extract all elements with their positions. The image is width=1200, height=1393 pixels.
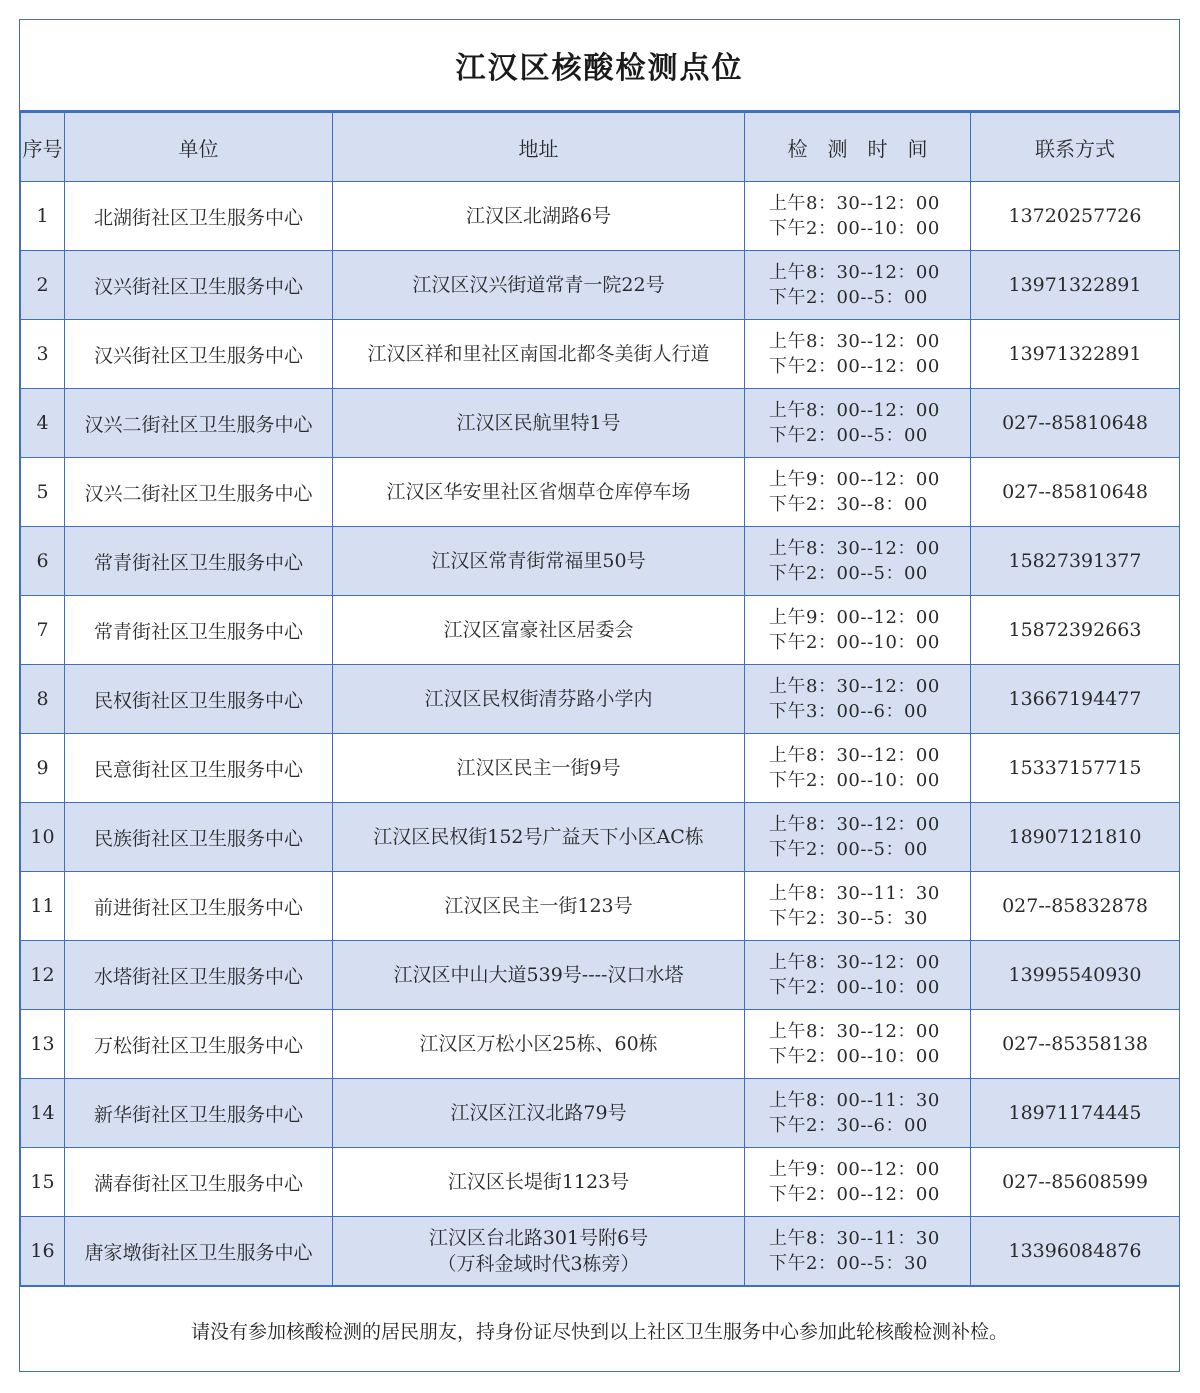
table-header-row [21,113,1180,182]
row-time-pm: 下午2：30--6：00 [769,1115,928,1136]
row-time-pm: 下午2：00--12：00 [769,356,940,377]
row-address-line1: 江汉区北湖路6号 [465,205,612,227]
table-row [21,527,1180,596]
row-unit: 新华街社区卫生服务中心 [65,1079,333,1148]
table-row [21,182,1180,251]
header-index: 序号 [21,113,65,182]
row-contact: 18907121810 [971,803,1180,872]
row-address [333,527,745,596]
row-time [745,182,971,251]
row-time-am: 上午8：30--12：00 [769,745,940,766]
row-time [745,1148,971,1217]
row-time-pm: 下午3：00--6：00 [769,701,928,722]
row-time-am: 上午8：30--12：00 [769,952,940,973]
table-row [21,734,1180,803]
row-address [333,1079,745,1148]
table-row [21,872,1180,941]
row-address-line1: 江汉区江汉北路79号 [450,1102,627,1124]
row-time-pm: 下午2：30--8：00 [769,494,928,515]
row-time-pm: 下午2：00--5：00 [769,287,928,308]
row-address [333,941,745,1010]
table-row [21,665,1180,734]
row-time-am: 上午8：30--12：00 [769,814,940,835]
row-address-line1: 江汉区汉兴街道常青一院22号 [412,274,665,296]
table-row [21,1148,1180,1217]
row-address [333,389,745,458]
row-index: 16 [21,1217,65,1286]
row-unit: 民族街社区卫生服务中心 [65,803,333,872]
row-contact: 13667194477 [971,665,1180,734]
row-unit: 汉兴二街社区卫生服务中心 [65,458,333,527]
table-row [21,596,1180,665]
row-address-line1: 江汉区民航里特1号 [456,412,621,434]
row-time [745,1217,971,1286]
row-contact: 15872392663 [971,596,1180,665]
row-address [333,251,745,320]
row-time [745,458,971,527]
row-address-line1: 江汉区中山大道539号----汉口水塔 [393,964,684,986]
row-unit: 北湖街社区卫生服务中心 [65,182,333,251]
row-contact: 15337157715 [971,734,1180,803]
row-index: 5 [21,458,65,527]
row-index: 15 [21,1148,65,1217]
row-index: 2 [21,251,65,320]
row-unit: 汉兴街社区卫生服务中心 [65,320,333,389]
table-body [21,182,1180,1286]
table-row [21,389,1180,458]
row-address [333,182,745,251]
row-time-am: 上午8：30--12：00 [769,538,940,559]
row-time-am: 上午8：30--12：00 [769,262,940,283]
row-time-pm: 下午2：00--10：00 [769,218,940,239]
row-time [745,596,971,665]
row-time-pm: 下午2：00--5：00 [769,839,928,860]
row-address-line1: 江汉区台北路301号附6号 [428,1227,649,1249]
row-address-line1: 江汉区民权街清芬路小学内 [424,688,653,710]
row-address [333,1148,745,1217]
row-address [333,596,745,665]
row-index: 6 [21,527,65,596]
row-time [745,665,971,734]
row-time-am: 上午9：00--12：00 [769,1159,940,1180]
row-index: 14 [21,1079,65,1148]
table-row [21,941,1180,1010]
row-time [745,941,971,1010]
row-index: 10 [21,803,65,872]
row-time-pm: 下午2：00--5：00 [769,563,928,584]
row-time-pm: 下午2：00--10：00 [769,977,940,998]
row-address-line1: 江汉区万松小区25栋、60栋 [419,1033,658,1055]
row-time [745,389,971,458]
row-time [745,320,971,389]
row-address-line1: 江汉区民主一街123号 [444,895,633,917]
row-unit: 民意街社区卫生服务中心 [65,734,333,803]
row-contact: 027--85810648 [971,389,1180,458]
row-time-am: 上午8：30--12：00 [769,193,940,214]
row-time [745,1079,971,1148]
row-time-pm: 下午2：30--5：30 [769,908,928,929]
row-index: 4 [21,389,65,458]
row-unit: 常青街社区卫生服务中心 [65,596,333,665]
row-time-am: 上午8：30--12：00 [769,676,940,697]
row-time-am: 上午9：00--12：00 [769,469,940,490]
header-time: 检 测 时 间 [745,113,971,182]
row-unit: 万松街社区卫生服务中心 [65,1010,333,1079]
row-index: 3 [21,320,65,389]
row-contact: 027--85358138 [971,1010,1180,1079]
row-unit: 满春街社区卫生服务中心 [65,1148,333,1217]
row-unit: 民权街社区卫生服务中心 [65,665,333,734]
row-contact: 15827391377 [971,527,1180,596]
row-contact: 027--85832878 [971,872,1180,941]
header-contact: 联系方式 [971,113,1180,182]
row-contact: 13720257726 [971,182,1180,251]
row-time-am: 上午9：00--12：00 [769,607,940,628]
row-contact: 027--85810648 [971,458,1180,527]
footer-note: 请没有参加核酸检测的居民朋友，持身份证尽快到以上社区卫生服务中心参加此轮核酸检测补检。 [20,1286,1179,1373]
row-time [745,803,971,872]
row-address-line1: 江汉区长堤街1123号 [447,1171,630,1193]
row-address-line1: 江汉区常青街常福里50号 [431,550,646,572]
row-address [333,665,745,734]
row-address [333,320,745,389]
row-time [745,1010,971,1079]
table-row [21,251,1180,320]
row-time-am: 上午8：30--12：00 [769,331,940,352]
row-time-pm: 下午2：00--12：00 [769,1184,940,1205]
row-time [745,734,971,803]
table-row [21,1010,1180,1079]
row-address-line1: 江汉区祥和里社区南国北都冬美街人行道 [367,343,710,365]
row-index: 12 [21,941,65,1010]
row-contact: 13971322891 [971,320,1180,389]
row-time-pm: 下午2：00--5：00 [769,425,928,446]
row-time-am: 上午8：00--11：30 [769,1090,940,1111]
row-index: 7 [21,596,65,665]
row-time [745,527,971,596]
row-address [333,458,745,527]
row-contact: 027--85608599 [971,1148,1180,1217]
row-address [333,734,745,803]
row-address [333,803,745,872]
row-time-pm: 下午2：00--10：00 [769,632,940,653]
row-address [333,1217,745,1286]
row-contact: 13396084876 [971,1217,1180,1286]
row-address [333,872,745,941]
row-time-am: 上午8：30--11：30 [769,883,940,904]
row-index: 9 [21,734,65,803]
row-unit: 水塔街社区卫生服务中心 [65,941,333,1010]
row-contact: 13995540930 [971,941,1180,1010]
row-address-line1: 江汉区富豪社区居委会 [443,619,634,641]
row-unit: 汉兴二街社区卫生服务中心 [65,389,333,458]
row-unit: 汉兴街社区卫生服务中心 [65,251,333,320]
row-address-line1: 江汉区民主一街9号 [456,757,621,779]
row-address-line2: （万科金域时代3栋旁） [437,1253,640,1275]
table-row [21,320,1180,389]
row-unit: 前进街社区卫生服务中心 [65,872,333,941]
table-row [21,1079,1180,1148]
row-time [745,251,971,320]
row-time-am: 上午8：30--11：30 [769,1228,940,1249]
page-title: 江汉区核酸检测点位 [20,20,1179,112]
row-index: 8 [21,665,65,734]
row-index: 1 [21,182,65,251]
row-contact: 13971322891 [971,251,1180,320]
row-index: 11 [21,872,65,941]
row-unit: 常青街社区卫生服务中心 [65,527,333,596]
row-contact: 18971174445 [971,1079,1180,1148]
row-unit: 唐家墩街社区卫生服务中心 [65,1217,333,1286]
testing-sites-table [20,112,1180,1286]
row-time-pm: 下午2：00--10：00 [769,770,940,791]
row-time-pm: 下午2：00--10：00 [769,1046,940,1067]
row-address-line1: 江汉区华安里社区省烟草仓库停车场 [386,481,691,503]
notice-frame [19,19,1180,1372]
header-unit: 单位 [65,113,333,182]
row-index: 13 [21,1010,65,1079]
row-time-am: 上午8：30--12：00 [769,1021,940,1042]
row-time-am: 上午8：00--12：00 [769,400,940,421]
row-address-line1: 江汉区民权街152号广益天下小区AC栋 [373,826,704,848]
table-row [21,803,1180,872]
row-address [333,1010,745,1079]
table-row [21,458,1180,527]
row-time [745,872,971,941]
table-row [21,1217,1180,1286]
header-address: 地址 [333,113,745,182]
row-time-pm: 下午2：00--5：30 [769,1253,928,1274]
